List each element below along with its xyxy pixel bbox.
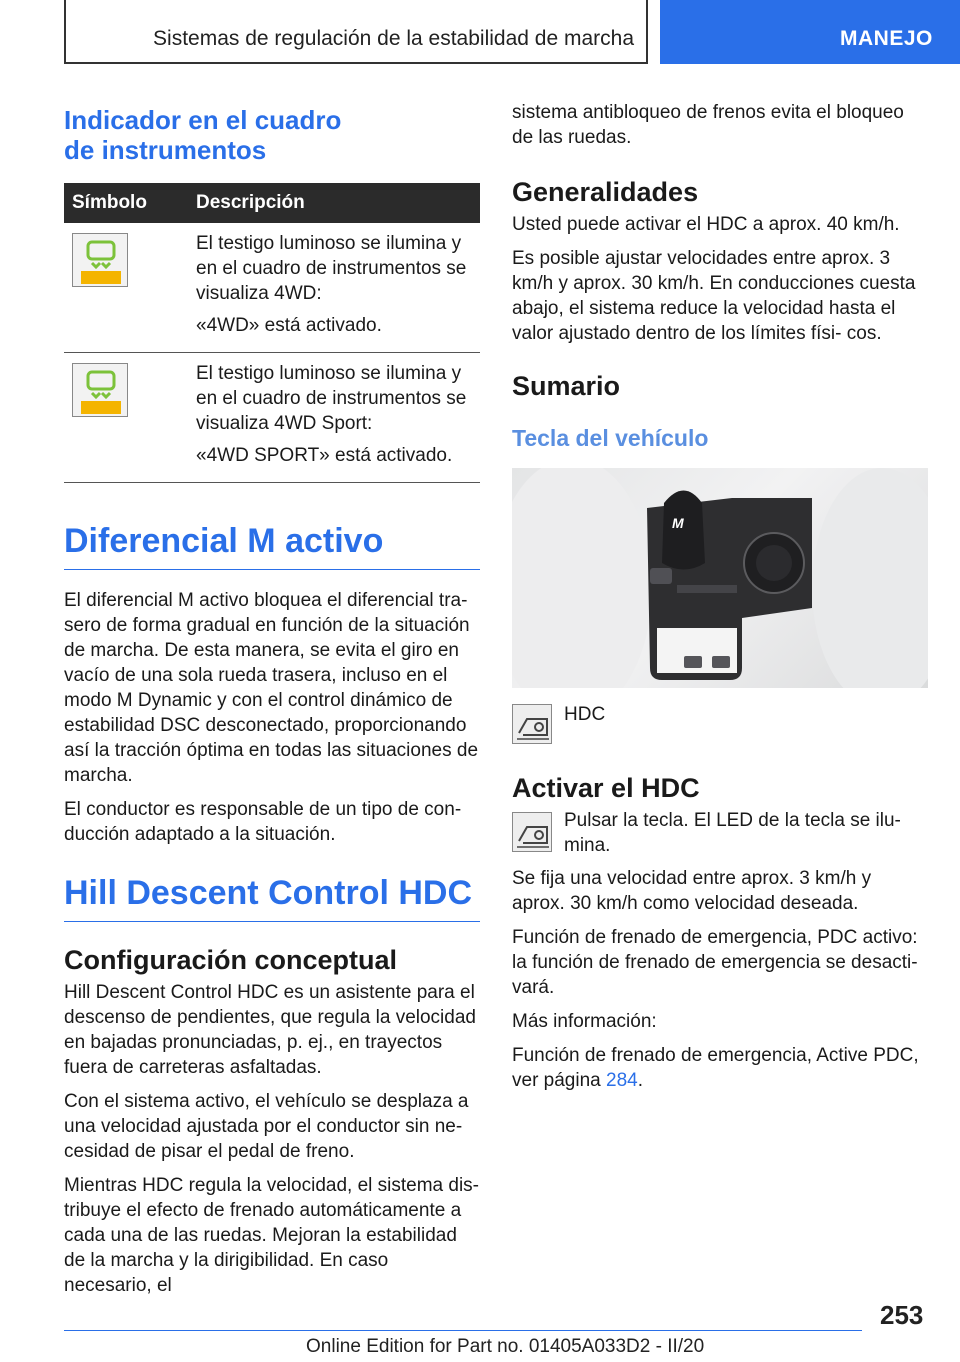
table-cell-description	[196, 361, 480, 468]
hdc-key-legend	[512, 704, 928, 744]
table-cell-symbol	[64, 231, 196, 338]
indicator-heading-line1: Indicador en el cuadro	[64, 105, 342, 135]
table-header-symbol: Símbolo	[72, 192, 147, 213]
concept-paragraph-3: Mientras HDC regula la velocidad, el sistema dis- tribuye el efecto de frenado automáticamente a cada una de las ruedas. Mejoran la estabilidad de la marcha y la dirigibilidad. En caso necesario, el	[64, 1175, 479, 1296]
center-console-photo	[512, 468, 928, 688]
header-section-tab	[660, 0, 960, 64]
continued-paragraph: sistema antibloqueo de frenos evita el bloqueo de las ruedas.	[512, 102, 904, 148]
general-paragraph-1: Usted puede activar el HDC a aprox. 40 km/h.	[512, 214, 900, 235]
general-heading: Generalidades	[512, 177, 699, 207]
activate-instruction: Pulsar la tecla. El LED de la tecla se ilu- mina.	[564, 810, 901, 856]
general-paragraph-2: Es posible ajustar velocidades entre aprox. 3 km/h y aprox. 30 km/h. En conducciones cuesta abajo, el sistema reduce la velocidad hasta el valor ajustado dentro de los límites físi- cos.	[512, 248, 916, 344]
footer-edition: Online Edition for Part no. 01405A033D2 - II/20	[306, 1336, 705, 1357]
concept-heading: Configuración conceptual	[64, 945, 398, 975]
left-column	[64, 100, 480, 1298]
table-row	[64, 223, 480, 353]
row2-text: El testigo luminoso se ilumina y en el cuadro de instrumentos se visualiza 4WD Sport:	[196, 363, 467, 434]
table-header-description: Descripción	[196, 192, 305, 213]
hdc-key-icon	[512, 812, 552, 852]
diff-paragraph-1: El diferencial M activo bloquea el diferencial tra- sero de forma gradual en función de la situación de marcha. De esta manera, se evita el giro en vacío de una sola rueda trasera, incluso en el modo M Dynamic y con el control dinámico de estabilidad DSC desconectado, proporcionando así la tracción óptima en todas las situaciones de marcha.	[64, 590, 479, 786]
symbol-table	[64, 183, 480, 483]
reference-paragraph	[512, 1043, 928, 1093]
table-cell-description	[196, 231, 480, 338]
hdc-heading: Hill Descent Control HDC	[64, 873, 480, 922]
summary-heading: Sumario	[512, 371, 621, 401]
activate-paragraph-1: Se fija una velocidad entre aprox. 3 km/h y aprox. 30 km/h como velocidad deseada.	[512, 868, 872, 914]
vehicle-key-heading: Tecla del vehículo	[512, 425, 709, 451]
activate-heading: Activar el HDC	[512, 773, 700, 803]
reference-text: Función de frenado de emergencia, Active PDC, ver página	[512, 1045, 919, 1091]
reference-end: .	[637, 1070, 643, 1091]
more-info-label: Más información:	[512, 1011, 657, 1032]
row2-status: «4WD SPORT» está activado.	[196, 445, 453, 466]
header-title-box	[64, 0, 648, 64]
table-row	[64, 353, 480, 483]
concept-paragraph-1: Hill Descent Control HDC es un asistente para el descenso de pendientes, que regula la velocidad en bajadas pronunciadas, p. ej., en trayectos fuera de carreteras asfaltadas.	[64, 982, 476, 1078]
table-header	[64, 183, 480, 223]
footer-divider	[64, 1330, 862, 1331]
photo-logo: M	[672, 515, 684, 531]
diff-paragraph-2: El conductor es responsable de un tipo de con- ducción adaptado a la situación.	[64, 799, 462, 845]
row1-status: «4WD» está activado.	[196, 315, 382, 336]
page-number: 253	[880, 1300, 924, 1330]
indicator-heading-line2: de instrumentos	[64, 135, 267, 165]
activate-paragraph-2: Función de frenado de emergencia, PDC activo: la función de frenado de emergencia se desacti- vará.	[512, 927, 918, 998]
activate-step	[512, 812, 928, 858]
header-title: Sistemas de regulación de la estabilidad de marcha	[153, 27, 634, 50]
hdc-off-warning-icon	[72, 233, 128, 287]
concept-paragraph-2: Con el sistema activo, el vehículo se desplaza a una velocidad ajustada por el conductor sin ne- cesidad de pisar el pedal de freno.	[64, 1091, 469, 1162]
hdc-key-label: HDC	[564, 704, 606, 725]
row1-text: El testigo luminoso se ilumina y en el cuadro de instrumentos se visualiza 4WD:	[196, 233, 467, 304]
page-reference-link[interactable]: 284	[606, 1070, 638, 1091]
hdc-off-warning-icon	[72, 363, 128, 417]
diff-heading: Diferencial M activo	[64, 521, 480, 570]
hdc-key-icon	[512, 704, 552, 744]
indicator-heading	[64, 105, 480, 165]
table-cell-symbol	[64, 361, 196, 468]
right-column	[512, 100, 928, 1093]
header-section-label: MANEJO	[840, 27, 933, 50]
